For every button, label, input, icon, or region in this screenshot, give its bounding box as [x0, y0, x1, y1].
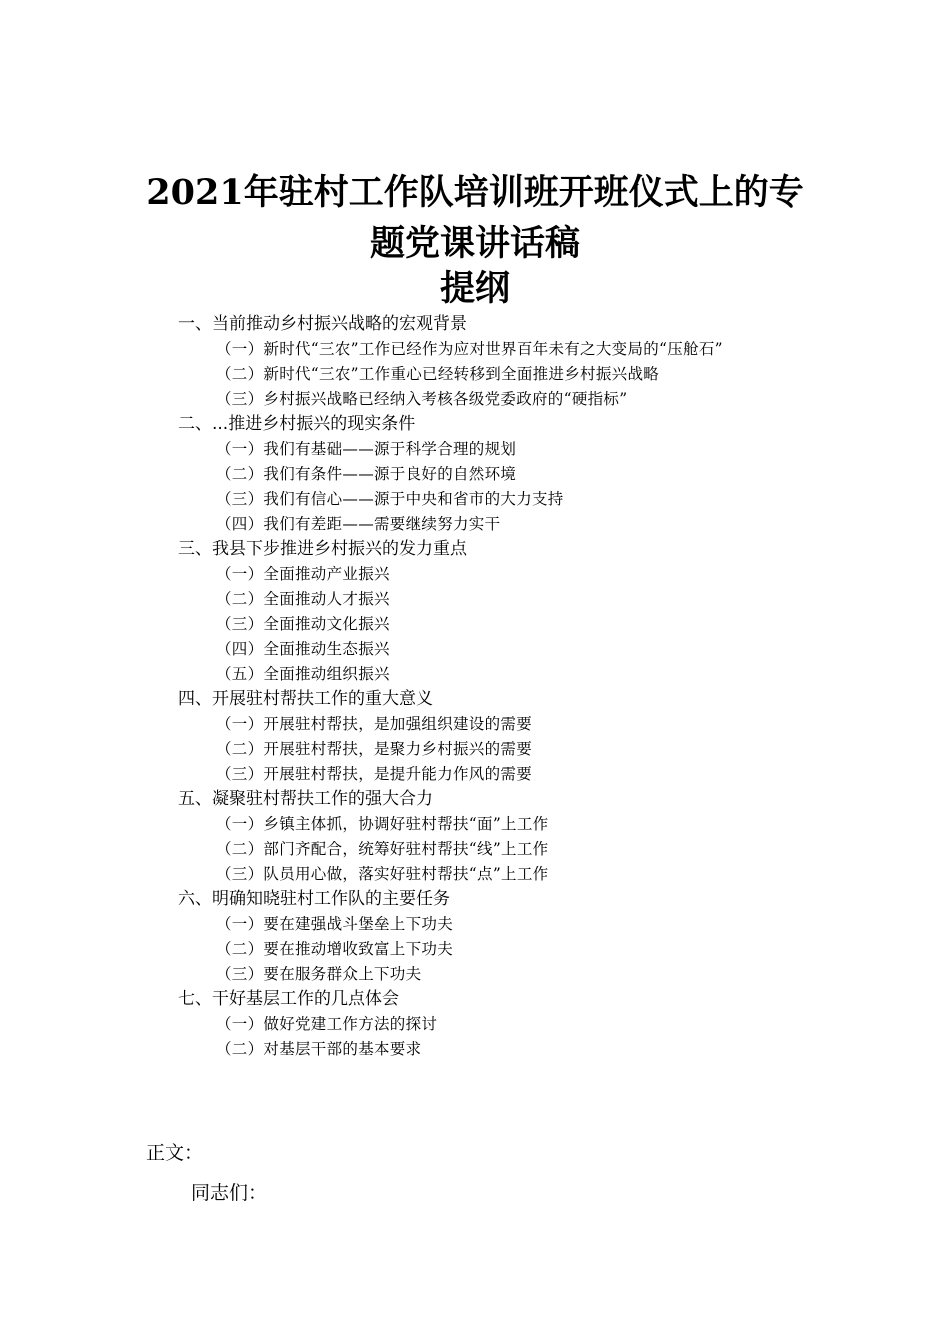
document-title-line-2: 题党课讲话稿 [369, 223, 580, 264]
section-title: 三、我县下步推进乡村振兴的发力重点 [178, 539, 467, 559]
outline-section [0, 537, 950, 687]
subsection-item: （四）我们有差距——需要继续努力实干 [216, 515, 501, 533]
outline-section [0, 987, 950, 1062]
subsection-item: （三）队员用心做，落实好驻村帮扶“点”上工作 [216, 865, 549, 883]
section-title: 二、...推进乡村振兴的现实条件 [178, 414, 416, 434]
outline-section [0, 887, 950, 987]
section-title: 一、当前推动乡村振兴战略的宏观背景 [178, 314, 467, 334]
subsection-item: （五）全面推动组织振兴 [216, 665, 390, 683]
subsection-item: （二）部门齐配合，统筹好驻村帮扶“线”上工作 [216, 840, 549, 858]
subsection-item: （三）乡村振兴战略已经纳入考核各级党委政府的“硬指标” [216, 390, 628, 408]
subsection-item: （三）要在服务群众上下功夫 [216, 965, 422, 983]
subsection-item: （二）对基层干部的基本要求 [216, 1040, 422, 1058]
subsection-item: （一）要在建强战斗堡垒上下功夫 [216, 915, 454, 933]
subsection-item: （二）新时代“三农”工作重心已经转移到全面推进乡村振兴战略 [216, 365, 660, 383]
subsection-item: （二）我们有条件——源于良好的自然环境 [216, 465, 517, 483]
subsection-item: （三）我们有信心——源于中央和省市的大力支持 [216, 490, 564, 508]
outline-section [0, 312, 950, 412]
outline-section [0, 787, 950, 887]
outline-section [0, 687, 950, 787]
subsection-item: （一）开展驻村帮扶，是加强组织建设的需要 [216, 715, 533, 733]
subsection-item: （一）做好党建工作方法的探讨 [216, 1015, 438, 1033]
subsection-item: （二）开展驻村帮扶，是聚力乡村振兴的需要 [216, 740, 533, 758]
subsection-item: （一）我们有基础——源于科学合理的规划 [216, 440, 517, 458]
body-label: 正文： [146, 1142, 204, 1164]
subsection-item: （一）新时代“三农”工作已经作为应对世界百年未有之大变局的“压舱石” [216, 340, 723, 358]
subsection-item: （三）全面推动文化振兴 [216, 615, 390, 633]
salutation: 同志们： [191, 1182, 268, 1204]
subsection-item: （一）全面推动产业振兴 [216, 565, 390, 583]
outline-list [0, 312, 950, 1062]
subsection-item: （二）要在推动增收致富上下功夫 [216, 940, 454, 958]
subsection-item: （三）开展驻村帮扶，是提升能力作风的需要 [216, 765, 533, 783]
outline-heading: 提纲 [439, 268, 510, 309]
section-title: 五、凝聚驻村帮扶工作的强大合力 [178, 789, 433, 809]
section-title: 六、明确知晓驻村工作队的主要任务 [178, 889, 450, 909]
section-title: 四、开展驻村帮扶工作的重大意义 [178, 689, 433, 709]
subsection-item: （四）全面推动生态振兴 [216, 640, 390, 658]
section-title: 七、干好基层工作的几点体会 [178, 989, 399, 1009]
subsection-item: （一）乡镇主体抓，协调好驻村帮扶“面”上工作 [216, 815, 549, 833]
subsection-item: （二）全面推动人才振兴 [216, 590, 390, 608]
document-title-line-1: 2021年驻村工作队培训班开班仪式上的专 [146, 172, 804, 213]
outline-section [0, 412, 950, 537]
